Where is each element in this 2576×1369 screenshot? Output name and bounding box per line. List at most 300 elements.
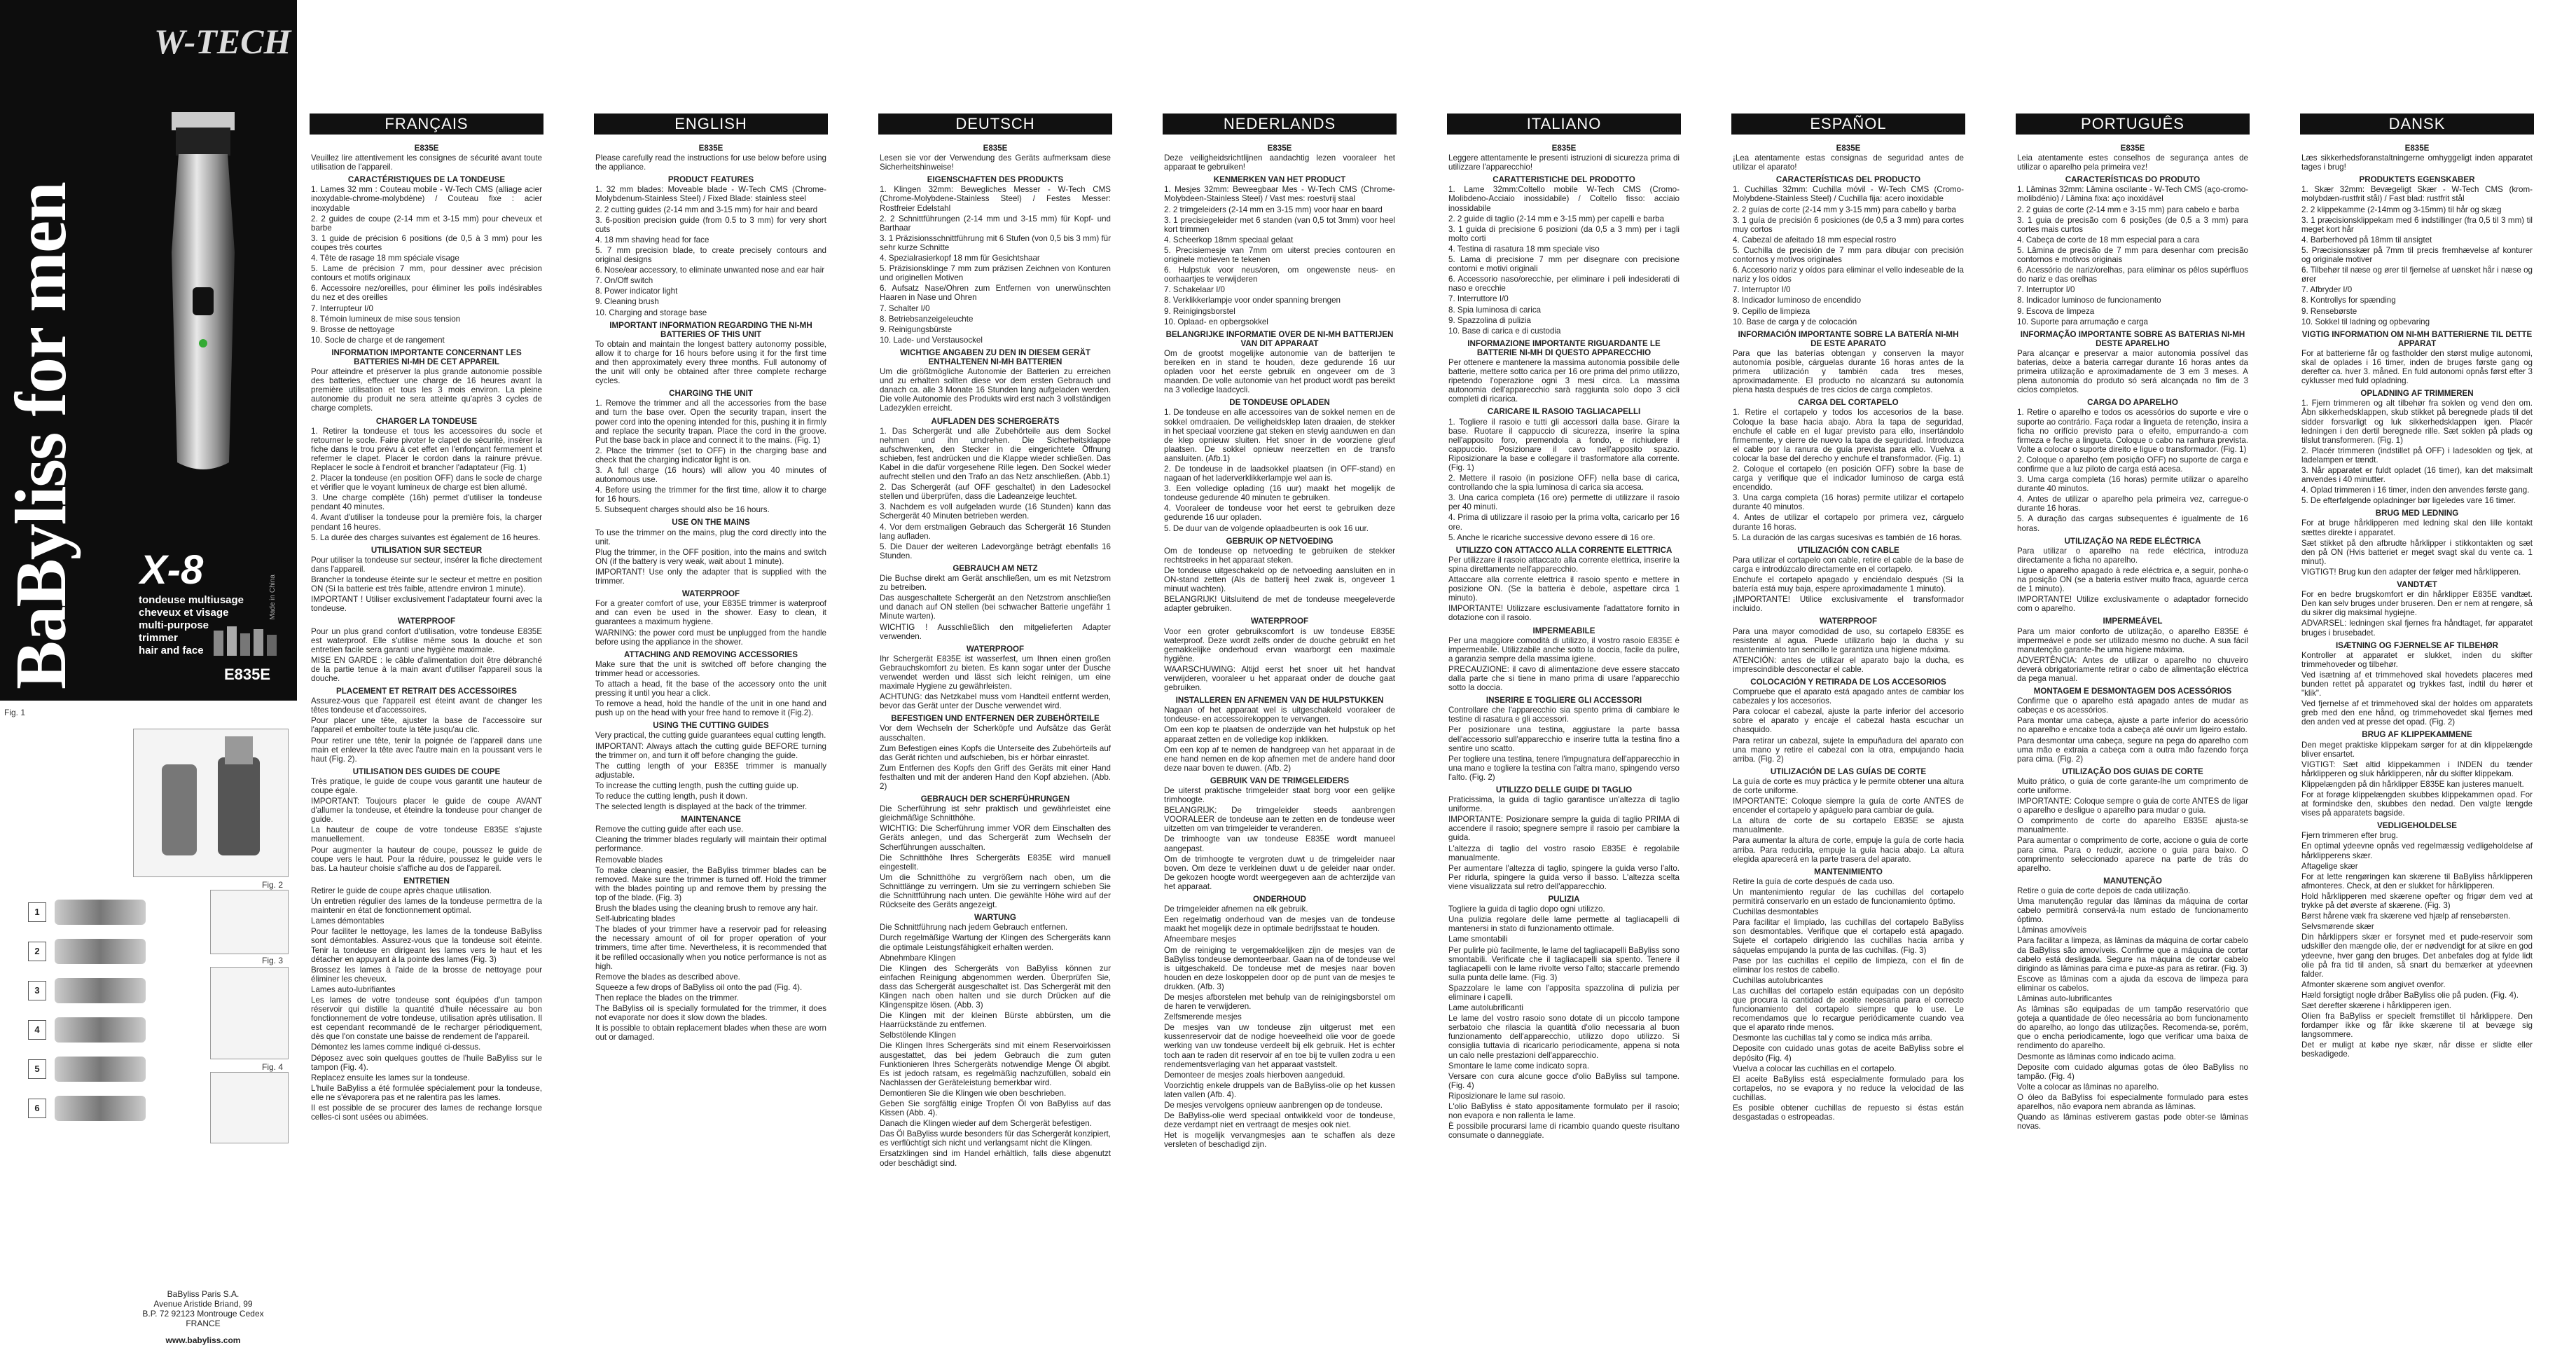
- paragraph: Per ottenere e mantenere la massima autonomia possibile delle batterie, mettere sotto carica per 16 ore prima del primo utilizzo, ripetendo l'operazione ogni 3 mesi circa. La massima autonomia dell'apparecchio sarà raggiunta solo dopo 3 cicli completi di ricarica.: [1448, 357, 1680, 404]
- paragraph: 2. 2 cutting guides (2-14 mm and 3-15 mm) for hair and beard: [595, 205, 818, 214]
- paragraph: 5. 7 mm precision blade, to create precisely contours and original designs: [595, 245, 826, 265]
- section-heading: VEDLIGEHOLDELSE: [2376, 821, 2458, 831]
- paragraph: Para facilitar el limpiado, las cuchillas del cortapelo BaByliss son desmontables. Verifique que el cortapelo está apagado. Sujete el cortapelo dirigiendo las cuchillas hacia arriba y sáquelas empujando la punta de las cuchillas. (Fig. 3): [1733, 918, 1964, 955]
- paragraph: 10. Lade- und Verstausockel: [880, 335, 983, 345]
- model-code: E835E: [1267, 144, 1292, 153]
- paragraph: Per una maggiore comodità di utilizzo, il vostro rasoio E835E è impermeabile. Utilizzabile anche sotto la doccia, facile da pulire, a garanzia sempre della massima igiene.: [1448, 635, 1680, 663]
- paragraph: 3. 1 Präzisionsschnittführung mit 6 Stufen (von 0,5 bis 3 mm) für sehr kurze Schnitte: [880, 233, 1111, 252]
- paragraph: The BaByliss oil is specially formulated for the trimmer, it does not evaporate nor does it slow down the blades.: [595, 1003, 826, 1023]
- paragraph: Durch regelmäßige Wartung der Klingen des Schergeräts kann die optimale Leistungsfähigkeit erhalten werden.: [880, 933, 1111, 952]
- section-heading: UTILIZZO CON ATTACCO ALLA CORRENTE ELETTRICA: [1455, 545, 1673, 555]
- paragraph: 1. Retire o aparelho e todos os acessórios do suporte e vire o suporte ao contrário. Faça rodar a lingueta de retenção, insira a ficha no orifício previsto para o efeito, empurrando-a com firmeza e feche a lingueta. Coloque o cabo na ranhura prevista. Volte a colocar o suporte direito e ligue o transformador. (Fig. 1): [2017, 408, 2248, 454]
- section-heading: UTILIZACIÓN DE LAS GUÍAS DE CORTE: [1770, 766, 1927, 776]
- desc-line: multi-purpose: [139, 619, 209, 631]
- paragraph: L'huile BaByliss a été formulée spécialement pour la tondeuse, elle ne s'évaporera pas et ne ralentira pas les lames.: [311, 1083, 542, 1102]
- paragraph: Hold hårklipperen med skærene opefter og frigør dem ved at trykke på det øverste af skærene. (Fig. 3): [2301, 891, 2533, 911]
- paragraph: Lâminas auto-lubrificantes: [2017, 993, 2112, 1003]
- paragraph: Plug the trimmer, in the OFF position, into the mains and switch ON (if the battery is very weak, wait about 1 minute).: [595, 547, 826, 566]
- language-header: PORTUGUÊS: [2016, 113, 2250, 135]
- language-header: DEUTSCH: [878, 113, 1112, 135]
- accessory-number: 5: [28, 1059, 46, 1079]
- paragraph: Para utilizar o aparelho na rede eléctrica, introduza directamente a ficha no aparelho.: [2017, 546, 2248, 565]
- paragraph: 6. Tilbehør til næse og ører til fjernelse af uønsket hår i næse og ører: [2301, 266, 2533, 284]
- paragraph: De mesjes vervolgens opnieuw aanbrengen op de tondeuse.: [1164, 1101, 1383, 1110]
- paragraph: 1. Lame 32mm:Coltello mobile W-Tech CMS (Cromo-Molibdeno-Acciaio inossidabile) / Coltello fisso: acciaio inossidabile: [1448, 185, 1680, 213]
- section-heading: WATERPROOF: [1819, 617, 1878, 626]
- language-column: [2293, 0, 2540, 1369]
- model-name: X-8: [140, 547, 204, 593]
- paragraph: Selbstölende Klingen: [880, 1031, 956, 1040]
- paragraph: To use the trimmer on the mains, plug the cord directly into the unit.: [595, 528, 826, 546]
- accessory-number: 1: [28, 902, 46, 922]
- paragraph: Retire o guia de corte depois de cada utilização.: [2017, 886, 2191, 895]
- section-heading: GEBRUIK OP NETVOEDING: [1226, 536, 1334, 546]
- paragraph: 4. Tête de rasage 18 mm spéciale visage: [311, 254, 459, 263]
- paragraph: Self-lubricating blades: [595, 914, 676, 924]
- section-heading: CARACTERÍSTICAS DEL PRODUCTO: [1775, 175, 1921, 185]
- section-heading: INFORMAZIONE IMPORTANTE RIGUARDANTE LE BATTERIE NI-MH DI QUESTO APPARECCHIO: [1467, 338, 1661, 357]
- paragraph: Pour utiliser la tondeuse sur secteur, insérer la fiche directement dans l'appareil.: [311, 555, 542, 574]
- paragraph: Zelfsmerende mesjes: [1164, 1012, 1242, 1022]
- paragraph: Die Schnitthöhe Ihres Schergeräts E835E wird manuell eingestellt.: [880, 853, 1111, 872]
- paragraph: 4. Spezialrasierkopf 18 mm für Gesichtshaar: [880, 254, 1040, 263]
- instructions-body: [1164, 140, 1395, 1150]
- cover-panel: [0, 0, 297, 1369]
- paragraph: 7. Interruptor I/0: [1733, 285, 1791, 295]
- section-heading: VIGTIG INFORMATION OM NI-MH BATTERIERNE TIL DETTE APPARAT: [2301, 329, 2533, 348]
- section-heading: MONTAGEM E DESMONTAGEM DOS ACESSÓRIOS: [2033, 687, 2232, 696]
- instructions-body: [880, 140, 1111, 1169]
- paragraph: El aceite BaByliss está especialmente formulado para los cortapelos, no se evapora y no reduce la velocidad de las cuchillas.: [1733, 1074, 1964, 1102]
- paragraph: IMPORTANTE: Coloque siempre la guía de corte ANTES de encender el cortapelo y apáguelo para cambiar de guía.: [1733, 797, 1964, 816]
- section-heading: UTILIZAÇÃO NA REDE ELÉCTRICA: [2064, 536, 2201, 546]
- section-heading: WATERPROOF: [397, 617, 456, 626]
- paragraph: 1. De tondeuse en alle accessoires van de sokkel nemen en de sokkel omdraaien. De veiligheidsklep laten draaien, de stekker in het speciaal voorziene gat steken en stevig aanduwen en dan de klep opnieuw sluiten. Het snoer in de voorziene gleuf plaatsen. De sokkel opnieuw neerzetten en de transfo aansluiten. (Afb.1): [1164, 408, 1395, 463]
- paragraph: 2. 2 guide di taglio (2-14 mm e 3-15 mm) per capelli e barba: [1448, 214, 1665, 223]
- paragraph: Om een kop af te nemen de handgreep van het apparaat in de ene hand nemen en de kop afnemen met de andere hand door deze naar boven te duwen. (Afb. 2): [1164, 745, 1395, 773]
- paragraph: La altura de corte de su cortapelo E835E se ajusta manualmente.: [1733, 816, 1964, 835]
- paragraph: Para facilitar a limpeza, as lâminas da máquina de cortar cabelo da BaByliss são amovíveis. Confirme que a máquina de cortar cabelo está desligada. Segure na máquina de cortar cabelo dirigindo as lâminas para cima e puxe-as para as retirar. (Fig. 3): [2017, 936, 2248, 973]
- paragraph: 3. Uma carga completa (16 horas) permite utilizar o aparelho durante 40 minutos.: [2017, 475, 2248, 494]
- paragraph: Sæt stikket på den afbrudte hårklipper i stikkontakten og sæt den på ON (Hvis batteriet er meget svagt skal du vente ca. 1 minut).: [2301, 538, 2533, 566]
- section-heading: WARTUNG: [974, 913, 1016, 923]
- paragraph: Un mantenimiento regular de las cuchillas del cortapelo permitirá conservarlo en un estado de funcionamiento óptimo.: [1733, 887, 1964, 907]
- language-column: [587, 0, 833, 1369]
- paragraph: Om een kop te plaatsen de onderzijde van het hulpstuk op het apparaat zetten en de volledige kop inklikken.: [1164, 725, 1395, 744]
- address-line: BaByliss Paris S.A.: [167, 1289, 240, 1299]
- paragraph: For en bedre brugskomfort er din hårklipper E835E vandtæt. Den kan selv bruges under bruseren. Den er nem at rengøre, så du sikrer dig maksimal hygiejne.: [2301, 590, 2533, 618]
- paragraph: 9. Reinigingsborstel: [1164, 306, 1235, 316]
- section-heading: DE TONDEUSE OPLADEN: [1229, 398, 1330, 408]
- paragraph: 4. Oplad trimmeren i 16 timer, inden den anvendes første gang.: [2301, 486, 2530, 495]
- section-heading: CHARGER LA TONDEUSE: [375, 416, 478, 426]
- company-address: [133, 1289, 273, 1328]
- paragraph: 3. Nachdem es voll aufgeladen wurde (16 Stunden) kann das Schergerät 40 Minuten betrieben werden.: [880, 502, 1111, 521]
- paragraph: To reduce the cutting length, push it down.: [595, 792, 748, 801]
- paragraph: VIGTIGT: Sæt altid klippekammen i INDEN du tænder hårklipperen og sluk hårklipperen, når du skifter klippekam.: [2301, 759, 2533, 778]
- paragraph: Then replace the blades on the trimmer.: [595, 993, 739, 1003]
- paragraph: 9. Spazzolina di pulizia: [1448, 315, 1531, 325]
- paragraph: 3. 1 guida di precisione 6 posizioni (da 0,5 a 3 mm) per i tagli molto corti: [1448, 224, 1680, 243]
- paragraph: 1. Mesjes 32mm: Beweegbaar Mes - W-Tech CMS (Chrome-Molybdeen-Stainless Steel) / Vast mes: roestvrij staal: [1164, 185, 1395, 204]
- paragraph: Vor dem Wechseln der Scherköpfe und Aufsätze das Gerät ausschalten.: [880, 724, 1111, 743]
- paragraph: 4. Antes de utilizar o aparelho pela primeira vez, carregue-o durante 16 horas.: [2017, 495, 2248, 514]
- paragraph: ACHTUNG: das Netzkabel muss vom Handteil entfernt werden, bevor das Gerät unter der Dusche verwendet wird.: [880, 692, 1111, 711]
- paragraph: Para desmontar uma cabeça, segure na pega do aparelho com uma mão e extraia a cabeça com a outra mão fazendo força para cima. (Fig. 2): [2017, 736, 2248, 764]
- paragraph: Pase por las cuchillas el cepillo de limpieza, con el fin de eliminar los restos de cabello.: [1733, 956, 1964, 975]
- paragraph: Cuchillas desmontables: [1733, 907, 1819, 917]
- section-heading: USING THE CUTTING GUIDES: [653, 721, 769, 731]
- fig-3-image: [210, 967, 289, 1059]
- paragraph: 5. Præcisionsskær på 7mm til precis fremhævelse af konturer og originale motiver: [2301, 245, 2533, 265]
- paragraph: Removable blades: [595, 855, 663, 865]
- paragraph: To obtain and maintain the longest battery autonomy possible, allow it to charge for 16 hours before using it for the first time and then approximately every three months. Full autonomy of the unit will only be obtained after three complete recharge cycles.: [595, 339, 826, 386]
- paragraph: BELANGRIJK: De trimgeleider steeds aanbrengen VOORALEER de tondeuse aan te zetten en de tondeuse weer uitzetten om van trimgeleider te veranderen.: [1164, 806, 1395, 834]
- paragraph: IMPORTANT ! Utiliser exclusivement l'adaptateur fourni avec la tondeuse.: [311, 595, 542, 614]
- paragraph: De tondeuse uitgeschakeld op de netvoeding aansluiten en in ON-stand zetten (Als de batterij heel zwak is, ongeveer 1 minuut wachten).: [1164, 565, 1395, 594]
- accessory-row: [28, 1014, 154, 1047]
- paragraph: IMPORTANT: Always attach the cutting guide BEFORE turning the trimmer on, and turn it off before changing the guide.: [595, 741, 826, 760]
- paragraph: 4. Antes de utilizar el cortapelo por primera vez, cárguelo durante 16 horas.: [1733, 513, 1964, 532]
- paragraph: Pour atteindre et préserver la plus grande autonomie possible des batteries, effectuer une charge de 16 heures avant la première utilisation et tous les 3 mois environ. La pleine autonomie du produit ne sera atteinte qu'après 3 cycles de charge complets.: [311, 367, 542, 413]
- paragraph: Fjern trimmeren efter brug.: [2301, 831, 2398, 841]
- paragraph: IMPORTANT: Toujours placer le guide de coupe AVANT d'allumer la tondeuse, et éteindre la tondeuse pour changer de guide.: [311, 797, 542, 825]
- paragraph: 2. 2 guías de corte (2-14 mm y 3-15 mm) para cabello y barba: [1733, 205, 1956, 214]
- paragraph: WICHTIG: Die Scherführung immer VOR dem Einschalten des Geräts anlegen, und das Schergerät zum Wechseln der Scherführungen ausschalten.: [880, 824, 1111, 852]
- paragraph: Veuillez lire attentivement les consignes de sécurité avant toute utilisation de l'appareil.: [311, 153, 542, 172]
- paragraph: 1. Klingen 32mm: Bewegliches Messer - W-Tech CMS (Chrome-Molybdene-Stainless Steel) / Festes Messer: Rostfreier Edelstahl: [880, 185, 1111, 213]
- paragraph: Confirme que o aparelho está apagado antes de mudar as cabeças e os acessórios.: [2017, 696, 2248, 715]
- fig-2-label: Fig. 2: [262, 880, 284, 890]
- language-column: [871, 0, 1118, 1369]
- paragraph: 4. 18 mm shaving head for face: [595, 235, 709, 245]
- paragraph: Para que las baterías obtengan y conserven la mayor autonomía posible, cárguelas durante 16 horas antes de la primera utilización y también cada tres meses, aproximadamente. El producto no alcanzará su autonomía plena hasta después de tres ciclos de carga completos.: [1733, 348, 1964, 395]
- instructions-body: [1733, 140, 1964, 1123]
- paragraph: The selected length is displayed at the back of the trimmer.: [595, 802, 808, 812]
- paragraph: Las cuchillas del cortapelo están equipadas con un depósito que procura la cantidad de aceite necesaria para el correcto funcionamiento del cortapelo siempre que lo use. Le recomendamos que lo recargue periódicamente cuando vea que el aparato rinde menos.: [1733, 986, 1964, 1033]
- paragraph: 5. La durée des charges suivantes est également de 16 heures.: [311, 532, 541, 542]
- paragraph: To increase the cutting length, push the cutting guide up.: [595, 780, 799, 790]
- accessory-image: [55, 939, 146, 964]
- paragraph: Abnehmbare Klingen: [880, 953, 956, 963]
- paragraph: Smontare le lame come indicato sopra.: [1448, 1061, 1590, 1071]
- paragraph: 9. Escova de limpeza: [2017, 306, 2095, 316]
- paragraph: PRECAUZIONE: il cavo di alimentazione deve essere staccato dalla parte che si tiene in mano prima di usare l'apparecchio sotto la doccia.: [1448, 664, 1680, 693]
- section-heading: GEBRUIK VAN DE TRIMGELEIDERS: [1210, 776, 1350, 785]
- paragraph: Muito prático, o guia de corte garante-lhe um comprimento de corte uniforme.: [2017, 776, 2248, 795]
- paragraph: Es posible obtener cuchillas de repuesto si éstas están desgastadas o estropeadas.: [1733, 1103, 1964, 1122]
- paragraph: Ersatzklingen sind im Handel erhältlich, falls diese abgenutzt oder beschädigt sind.: [880, 1149, 1111, 1168]
- section-heading: UTILISATION SUR SECTEUR: [371, 545, 483, 555]
- accessory-image: [55, 1057, 146, 1082]
- paragraph: Det er muligt at købe nye skær, når disse er slidte eller beskadigede.: [2301, 1040, 2533, 1059]
- paragraph: Controllare che l'apparecchio sia spento prima di cambiare le testine di rasatura e gli accessori.: [1448, 706, 1680, 724]
- section-heading: BEFESTIGEN UND ENTFERNEN DER ZUBEHÖRTEILE: [891, 714, 1100, 724]
- paragraph: 9. Brosse de nettoyage: [311, 324, 395, 334]
- website-link[interactable]: www.babyliss.com: [165, 1335, 241, 1345]
- section-heading: VANDTÆT: [2397, 580, 2437, 590]
- paragraph: 8. Betriebsanzeigeleuchte: [880, 314, 974, 324]
- paragraph: Zum Entfernen des Kopfs den Griff des Geräts mit einer Hand festhalten und mit der anderen Hand den Kopf abziehen. (Abb. 2): [880, 763, 1111, 791]
- paragraph: 5. Anche le ricariche successive devono essere di 16 ore.: [1448, 532, 1656, 542]
- paragraph: Ved isætning af et trimmehoved skal hovedets placeres med bunden rettet på apparatet og trykkes fast, indtil du hører et "klik".: [2301, 670, 2533, 699]
- paragraph: Brancher la tondeuse éteinte sur le secteur et mettre en position ON (Si la batterie est très faible, attendre environ 1 minute).: [311, 575, 542, 594]
- paragraph: 6. Accessoire nez/oreilles, pour éliminer les poils indésirables du nez et des oreilles: [311, 284, 542, 303]
- paragraph: Geben Sie sorgfältig einige Tropfen Öl von BaByliss auf das Kissen (Abb. 4).: [880, 1099, 1111, 1118]
- paragraph: 9. Cepillo de limpieza: [1733, 306, 1810, 316]
- paragraph: Remove the blades as described above.: [595, 972, 740, 982]
- paragraph: 9. Cleaning brush: [595, 297, 659, 307]
- paragraph: Desmonte as lâminas como indicado acima.: [2017, 1052, 2176, 1061]
- paragraph: 3. Een volledige oplading (16 uur) maakt het mogelijk de tondeuse gedurende 40 minuten te gebruiken.: [1164, 484, 1395, 503]
- model-code: E835E: [1836, 144, 1861, 153]
- paragraph: 2. 2 guides de coupe (2-14 mm et 3-15 mm) pour cheveux et barbe: [311, 214, 542, 233]
- model-code: E835E: [2120, 144, 2145, 153]
- paragraph: 6. Acessório de nariz/orelhas, para eliminar os pêlos supérfluos do nariz e das orelhas: [2017, 266, 2248, 284]
- paragraph: Ligue o aparelho apagado à rede eléctrica e, a seguir, ponha-o na posição ON (se a bateria estiver muito fraca, aguarde cerca de 1 minuto).: [2017, 565, 2248, 594]
- language-header: NEDERLANDS: [1163, 113, 1397, 135]
- accessory-number: 3: [28, 981, 46, 1000]
- paragraph: BELANGRIJK! Uitsluitend de met de tondeuse meegeleverde adapter gebruiken.: [1164, 595, 1395, 614]
- paragraph: La hauteur de coupe de votre tondeuse E835E s'ajuste manuellement.: [311, 825, 542, 844]
- language-column: [1156, 0, 1402, 1369]
- paragraph: For at bruge hårklipperen med ledning skal den lille kontakt sættes direkte i apparatet.: [2301, 518, 2533, 537]
- paragraph: It is possible to obtain replacement blades when these are worn out or damaged.: [595, 1024, 826, 1043]
- paragraph: 1. Fjern trimmeren og alt tilbehør fra soklen og vend den om. Åbn sikkerhedsklappen, skub stikket på beregnede plads til det sidder forsvarligt og luk sikkerhedsklappen igen. Placér ledningen i den dertil beregnede rille. Sæt soklen på plads og tilslut transformeren. (Fig. 1): [2301, 399, 2533, 445]
- accessory-image: [55, 900, 146, 925]
- address-line: FRANCE: [186, 1319, 221, 1328]
- paragraph: Very practical, the cutting guide guarantees equal cutting length.: [595, 731, 826, 741]
- paragraph: 2. 2 klippekamme (2-14mm og 3-15mm) til hår og skæg: [2301, 205, 2502, 214]
- paragraph: 2. Place the trimmer (set to OFF) in the charging base and check that the charging indicator light is on.: [595, 446, 826, 465]
- paragraph: 1. Retire el cortapelo y todos los accesorios de la base. Coloque la base hacia abajo. Abra la tapa de seguridad, enchufe el cable en el lugar previsto para ello, insertándolo firmemente, y cierre de nuevo la tapa de seguridad. Introduzca el cable por la ranura de guía prevista para ello. Vuelva a colocar la base del derecho y enchufe el transformador. (Fig. 1): [1733, 408, 1964, 463]
- paragraph: 2. Placer la tondeuse (en position OFF) dans le socle de charge et vérifier que le voyant lumineux de charge est bien allumé.: [311, 474, 542, 493]
- paragraph: Lâminas amovíveis: [2017, 926, 2087, 935]
- paragraph: Deze veiligheidsrichtlijnen aandachtig lezen vooraleer het apparaat te gebruiken!: [1164, 153, 1395, 172]
- paragraph: Escove as lâminas com a ajuda da escova de limpeza para eliminar os cabelos.: [2017, 974, 2248, 993]
- paragraph: For at batterierne får og fastholder den størst mulige autonomi, skal de oplades i 16 timer, inden de bruges første gang og derefter ca. hver 3. måned. En fuld autonomi opnås først efter 3 cyklusser med fuld opladning.: [2301, 348, 2533, 386]
- paragraph: Danach die Klingen wieder auf dem Schergerät befestigen.: [880, 1119, 1092, 1129]
- paragraph: ADVARSEL: ledningen skal fjernes fra håndtaget, før apparatet bruges i brusebadet.: [2301, 619, 2533, 638]
- section-heading: UTILIZACIÓN CON CABLE: [1797, 545, 1899, 555]
- brand-logo: [1, 31, 81, 689]
- paragraph: Die Scherführung ist sehr praktisch und gewährleistet eine gleichmäßige Schnitthöhe.: [880, 804, 1111, 823]
- paragraph: Le lame del vostro rasoio sono dotate di un piccolo tampone serbatoio che rilascia la quantità d'olio necessaria al buon funzionamento dell'apparecchio, utilizzo dopo utilizzo. Si consiglia tuttavia di ricaricarlo periodicamente, appena si nota un calo nelle prestazioni dell'apparecchio.: [1448, 1014, 1680, 1060]
- paragraph: 5. Precisiemesje van 7mm om uiterst precies contouren en originele motieven te tekenen: [1164, 245, 1395, 265]
- paragraph: 2. 2 Schnittführungen (2-14 mm und 3-15 mm) für Kopf- und Barthaar: [880, 214, 1111, 233]
- paragraph: Para um maior conforto de utilização, o aparelho E835E é impermeável e pode ser utilizado mesmo no duche. A sua fácil manutenção garante-lhe uma higiene máxima.: [2017, 626, 2248, 654]
- paragraph: 5. De efterfølgende opladninger bør ligeledes vare 16 timer.: [2301, 496, 2516, 506]
- paragraph: La guía de corte es muy práctica y le permite obtener una altura de corte uniforme.: [1733, 776, 1964, 795]
- paragraph: IMPORTANTE: Posizionare sempre la guida di taglio PRIMA di accendere il rasoio; spegnere sempre il rasoio per cambiare la guida.: [1448, 815, 1680, 843]
- model-code: E835E: [414, 144, 439, 153]
- paragraph: Riposizionare le lame sul rasoio.: [1448, 1091, 1565, 1101]
- paragraph: 3. 6-position precision guide (from 0.5 to 3 mm) for very short cuts: [595, 215, 826, 234]
- paragraph: Lame smontabili: [1448, 935, 1508, 944]
- section-heading: CARGA DO APARELHO: [2087, 398, 2178, 408]
- paragraph: For at lette rengøringen kan skærene til BaByliss hårklipperen afmonteres. Check, at den er slukket for hårklipperen.: [2301, 872, 2533, 890]
- paragraph: Olien fra BaByliss er specielt fremstillet til hårklippere. Den fordamper ikke og får ikke skærene til at bevæge sig langsommere.: [2301, 1012, 2533, 1040]
- paragraph: 7. Interruttore I/0: [1448, 294, 1509, 304]
- paragraph: Attaccare alla corrente elettrica il rasoio spento e mettere in posizione ON. (Se la batteria è debole, aspettare circa 1 minuto).: [1448, 575, 1680, 603]
- model-code: E835E: [1551, 144, 1577, 153]
- desc-line: hair and face: [139, 645, 204, 656]
- section-heading: MAINTENANCE: [681, 815, 741, 825]
- paragraph: 5. Lâmina de precisão de 7 mm para desenhar com precisão contornos e motivos originais: [2017, 245, 2248, 265]
- paragraph: 3. Une charge complète (16h) permet d'utiliser la tondeuse pendant 40 minutes.: [311, 493, 542, 512]
- paragraph: 1. Das Schergerät und alle Zubehörteile aus dem Sockel nehmen und ihn umdrehen. Die Sicherheitsklappe aufschwenken, den Stecker in die eingerichtete Öffnung schieben, fest andrücken und die Klappe wieder schließen. Das Kabel in die dafür vorgesehene Rille legen. Den Sockel wieder aufrecht stellen und den Trafo an das Netz anschließen. (Abb.1): [880, 426, 1111, 482]
- paragraph: Un entretien régulier des lames de la tondeuse permettra de la maintenir en état de fonctionnement optimal.: [311, 897, 542, 916]
- paragraph: Die Klingen mit der kleinen Bürste abbürsten, um die Haarrückstände zu entfernen.: [880, 1011, 1111, 1030]
- paragraph: L'altezza di taglio del vostro rasoio E835E è regolabile manualmente.: [1448, 844, 1680, 862]
- accessory-image: [55, 978, 146, 1003]
- paragraph: De mesjes afborstelen met behulp van de reinigingsborstel om de haren te verwijderen.: [1164, 992, 1395, 1012]
- paragraph: 7. Schalter I/0: [880, 303, 930, 313]
- paragraph: 10. Base di carica e di custodia: [1448, 326, 1561, 336]
- paragraph: Para utilizar el cortapelo con cable, retire el cable de la base de carga e introdúzcalo directamente en el cortapelo.: [1733, 555, 1964, 574]
- paragraph: 4. Cabezal de afeitado 18 mm especial rostro: [1733, 235, 1897, 245]
- paragraph: Cuchillas autolubricantes: [1733, 975, 1823, 985]
- paragraph: 5. Cuchilla de precisión de 7 mm para dibujar con precisión contornos y motivos originales: [1733, 245, 1964, 265]
- paragraph: Die Schnittführung nach jedem Gebrauch entfernen.: [880, 923, 1068, 933]
- paragraph: 2. 2 trimgeleiders (2-14 mm en 3-15 mm) voor haar en baard: [1164, 205, 1383, 214]
- paragraph: 3. 1 præcisionsklippekam med 6 indstillinger (fra 0,5 til 3 mm) til meget kort hår: [2301, 215, 2533, 234]
- fig-4-label: Fig. 4: [262, 1062, 284, 1072]
- paragraph: Pour un plus grand confort d'utilisation, votre tondeuse E835E est waterproof. Elle s'utilise même sous la douche et son entretien facile sera garanti une hygiène maximale.: [311, 626, 542, 654]
- paragraph: Compruebe que el aparato está apagado antes de cambiar los cabezales y los accesorios.: [1733, 687, 1964, 706]
- paragraph: Aftagelige skær: [2301, 861, 2358, 871]
- paragraph: Voorzichtig enkele druppels van de BaByliss-olie op het kussen laten vallen (Afb. 4).: [1164, 1080, 1395, 1099]
- fig-3-label: Fig. 3: [262, 956, 284, 965]
- paragraph: Assurez-vous que l'appareil est éteint avant de changer les têtes tondeuse et d'accessoires.: [311, 696, 542, 715]
- accessory-row: [28, 1093, 154, 1125]
- section-heading: WATERPROOF: [966, 644, 1025, 654]
- paragraph: ADVERTÊNCIA: Antes de utilizar o aparelho no chuveiro deverá obrigatoriamente retirar o cabo de alimentação eléctrica da pega manual.: [2017, 655, 2248, 683]
- accessory-number: 6: [28, 1099, 46, 1118]
- paragraph: 8. Power indicator light: [595, 287, 678, 296]
- paragraph: 7. Afbryder I/0: [2301, 285, 2353, 295]
- paragraph: ¡Lea atentamente estas consignas de seguridad antes de utilizar el aparato!: [1733, 153, 1964, 172]
- accessory-row: [28, 936, 154, 968]
- paragraph: 1. 32 mm blades: Moveable blade - W-Tech CMS (Chrome-Molybdenum-Stainless Steel) / Fixed Blade: stainless steel: [595, 185, 826, 204]
- fig-4-image: [210, 1072, 289, 1143]
- paragraph: Per pulirle più facilmente, le lame del tagliacapelli BaByliss sono smontabili. Verificate che il tagliacapelli sia spento. Tenere il tagliacapelli con le lame rivolte verso l'alto; staccarle premendo sulla punta delle lame. (Fig. 3): [1448, 945, 1680, 982]
- paragraph: 4. Barberhoved på 18mm til ansigtet: [2301, 235, 2432, 245]
- section-heading: IMPORTANT INFORMATION REGARDING THE NI-MH BATTERIES OF THIS UNIT: [609, 320, 812, 339]
- paragraph: 2. 2 guias de corte (2-14 mm e 3-15 mm) para cabelo e barba: [2017, 205, 2240, 214]
- paragraph: Deposite con cuidado unas gotas de aceite BaByliss sobre el depósito (Fig. 4): [1733, 1044, 1964, 1063]
- paragraph: 10. Sokkel til ladning og opbevaring: [2301, 317, 2430, 326]
- paragraph: 5. Lama di precisione 7 mm per disegnare con precisione contorni e motivi originali: [1448, 255, 1680, 274]
- paragraph: Spazzolare le lame con l'apposita spazzolina di pulizia per eliminare i capelli.: [1448, 983, 1680, 1002]
- wtech-logo: W-TECH: [154, 22, 291, 61]
- paragraph: Afmonter skærene som angivet ovenfor.: [2301, 979, 2446, 989]
- paragraph: 8. Kontrollys for spænding: [2301, 296, 2396, 305]
- paragraph: Lames auto-lubrifiantes: [311, 984, 396, 994]
- paragraph: 4. Vooraleer de tondeuse voor het eerst te gebruiken deze gedurende 16 uur opladen.: [1164, 504, 1395, 523]
- section-heading: INFORMAÇÃO IMPORTANTE SOBRE AS BATERIAS NI-MH DESTE APARELHO: [2020, 329, 2245, 348]
- section-heading: MANUTENÇÃO: [2103, 876, 2162, 886]
- paragraph: De trimhoogte van uw tondeuse E835E wordt manueel aangepast.: [1164, 834, 1395, 853]
- paragraph: Die Klingen des Schergeräts von BaByliss können zur einfachen Reinigung abgenommen werden. Überprüfen Sie, dass das Schergerät ausgeschaltet ist. Das Schergerät mit den Klingen nach oben halten und sie durch Drücken auf die Klingenspitze lösen. (Abb. 3): [880, 963, 1111, 1010]
- paragraph: Per utilizzare il rasoio attaccato alla corrente elettrica, inserire la spina direttamente nell'apparecchio.: [1448, 555, 1680, 574]
- paragraph: Das ausgeschaltete Schergerät an den Netzstrom anschließen und danach auf ON stellen (bei schwacher Batterie ungefähr 1 Minute warten).: [880, 593, 1111, 621]
- paragraph: 5. Die Dauer der weiteren Ladevorgänge beträgt ebenfalls 16 Stunden.: [880, 542, 1111, 560]
- paragraph: 9. Rensebørste: [2301, 306, 2357, 316]
- section-heading: INSTALLEREN EN AFNEMEN VAN DE HULPSTUKKEN: [1175, 696, 1384, 706]
- paragraph: IMPORTANTE! Utilizzare esclusivamente l'adattatore fornito in dotazione con il rasoio.: [1448, 604, 1680, 623]
- paragraph: De mesjes van uw tondeuse zijn uitgerust met een kussenreservoir dat de nodige hoeveelheid olie voor de goede werking van uw tondeuse verdeelt bij elk gebruik. Het is echter toch aan te raden dit reservoir af en toe bij te vullen zodra u een rendementsverlaging van het apparaat vaststelt.: [1164, 1023, 1395, 1069]
- paragraph: 4. Vor dem erstmaligen Gebrauch das Schergerät 16 Stunden lang aufladen.: [880, 522, 1111, 541]
- paragraph: Para aumentar o comprimento de corte, accione o guia de corte para cima. Para o reduzir, accione o guia para baixo. O comprimento seleccionado aparece na parte de trás do aparelho.: [2017, 836, 2248, 873]
- paragraph: Para una mayor comodidad de uso, su cortapelo E835E es resistente al agua. Puede utilizarlo bajo la ducha y su mantenimiento tan sencillo le garantiza una higiene máxima.: [1733, 626, 1964, 654]
- paragraph: 8. Témoin lumineux de mise sous tension: [311, 314, 461, 324]
- accessory-row: [28, 975, 154, 1007]
- paragraph: The blades of your trimmer have a reservoir pad for releasing the necessary amount of oil for proper operation of your trimmers, time after time. Nevertheless, it is recommended that it be refilled occasionally when you notice performance is not as high.: [595, 925, 826, 971]
- section-heading: WICHTIGE ANGABEN ZU DEN IN DIESEM GERÄT ENTHALTENEN NI-MH BATTERIEN: [899, 348, 1091, 366]
- paragraph: Retirer le guide de coupe après chaque utilisation.: [311, 886, 492, 895]
- paragraph: Quando as lâminas estiverem gastas pode obter-se lâminas novas.: [2017, 1113, 2248, 1131]
- paragraph: 7. Interrupteur I/0: [311, 303, 373, 313]
- paragraph: 5. Präzisionsklinge 7 mm zum präzisen Zeichnen von Konturen und originellen Motiven: [880, 264, 1111, 283]
- paragraph: Para retirar un cabezal, sujete la empuñadura del aparato con una mano y retire el cabezal con la otra, empujando hacia arriba. (Fig. 2): [1733, 736, 1964, 764]
- desc-line: cheveux et visage: [139, 607, 229, 619]
- paragraph: De trimgeleider afnemen na elk gebruik.: [1164, 904, 1308, 914]
- paragraph: Volte a colocar as lâminas no aparelho.: [2017, 1082, 2159, 1092]
- paragraph: Per posizionare una testina, aggiustare la parte bassa dell'accessorio sull'apparecchio e inserire tutta la testina fino a sentire uno scatto.: [1448, 725, 1680, 753]
- paragraph: 3. 1 guia de precisão com 6 posições (de 0,5 a 3 mm) para cortes mais curtos: [2017, 215, 2248, 234]
- paragraph: Die Buchse direkt am Gerät anschließen, um es mit Netzstrom zu betreiben.: [880, 574, 1111, 593]
- paragraph: 10. Base de carga y de colocación: [1733, 317, 1857, 326]
- cover-artwork: [0, 0, 297, 701]
- paragraph: Lesen sie vor der Verwendung des Geräts aufmerksam diese Sicherheitshinweise!: [880, 153, 1111, 172]
- paragraph: Para montar uma cabeça, ajuste a parte inferior do acessório no aparelho e encaixe toda a cabeça até ouvir um ligeiro estalo.: [2017, 716, 2248, 735]
- instructions-body: [1448, 140, 1680, 1141]
- paragraph: 7. On/Off switch: [595, 276, 653, 286]
- language-column: [1440, 0, 1687, 1369]
- section-heading: CARACTÉRISTIQUES DE LA TONDEUSE: [347, 175, 506, 185]
- language-header: ENGLISH: [594, 113, 828, 135]
- instructions-body: [2301, 140, 2533, 1061]
- section-heading: UTILISATION DES GUIDES DE COUPE: [352, 766, 501, 776]
- paragraph: For a greater comfort of use, your E835E trimmer is waterproof and can even be used in the shower. Easy to clean, it guarantees a maximum hygiene.: [595, 599, 826, 627]
- accessory-row: [28, 1054, 154, 1086]
- accessory-number: 2: [28, 942, 46, 961]
- paragraph: 5. Subsequent charges should also be 16 hours.: [595, 505, 770, 515]
- paragraph: 1. Cuchillas 32mm: Cuchilla móvil - W-Tech CMS (Cromo-Molybdene-Stainless Steel) / Cuchilla fija: acero inoxidable: [1733, 185, 1964, 204]
- paragraph: Démontez les lames comme indiqué ci-dessus.: [311, 1043, 481, 1052]
- paragraph: Para aumentar la altura de corte, empuje la guía de corte hacia arriba. Para reducirla, empuje la guía hacia abajo. La altura elegida aparecerá en la parte trasera del aparato.: [1733, 836, 1964, 864]
- language-column: [2009, 0, 2255, 1369]
- section-heading: ATTACHING AND REMOVING ACCESSORIES: [624, 649, 798, 659]
- accessory-image: [55, 1096, 146, 1121]
- paragraph: Klippelængden på din hårklipper E835E kan justeres manuelt.: [2301, 779, 2524, 789]
- trimmer-image: [151, 112, 256, 476]
- paragraph: Læs sikkerhedsforanstaltningerne omhyggeligt inden apparatet tages i brug!: [2301, 153, 2533, 172]
- paragraph: Les lames de votre tondeuse sont équipées d'un tampon réservoir qui distille la quantité d'huile nécessaire au bon fonctionnement de votre tondeuse, utilisation après utilisation. Il est cependant recommandé de le recharger périodiquement, dès que l'on constate une baisse de rendement de l'appareil.: [311, 995, 542, 1042]
- paragraph: As lâminas são equipadas de um tampão reservatório que goteja a quantidade de óleo necessária ao bom funcionamento do aparelho, ao longo das utilizações. Recomenda-se, porém, que o encha periodicamente, logo que verificar uma baixa de rendimento do aparelho.: [2017, 1005, 2248, 1051]
- paragraph: Leggere attentamente le presenti istruzioni di sicurezza prima di utilizzare l'apparecchio!: [1448, 153, 1680, 172]
- paragraph: 8. Indicador luminoso de encendido: [1733, 296, 1862, 305]
- paragraph: 8. Verklikkerlampje voor onder spanning brengen: [1164, 296, 1341, 305]
- section-heading: AUFLADEN DES SCHERGERÄTS: [931, 416, 1060, 426]
- language-column: [1724, 0, 1971, 1369]
- paragraph: Remove the cutting guide after each use.: [595, 825, 744, 834]
- paragraph: L'olio BaByliss è stato appositamente formulato per il rasoio; non evapora e non rallenta le lame.: [1448, 1102, 1680, 1121]
- paragraph: Squeeze a few drops of BaByliss oil onto the pad (Fig. 4).: [595, 982, 803, 992]
- paragraph: 2. Das Schergerät (auf OFF geschaltet) in den Ladesockel stellen und überprüfen, dass die Ladeanzeige leuchtet.: [880, 483, 1111, 502]
- paragraph: Please carefully read the instructions for use below before using the appliance.: [595, 153, 826, 172]
